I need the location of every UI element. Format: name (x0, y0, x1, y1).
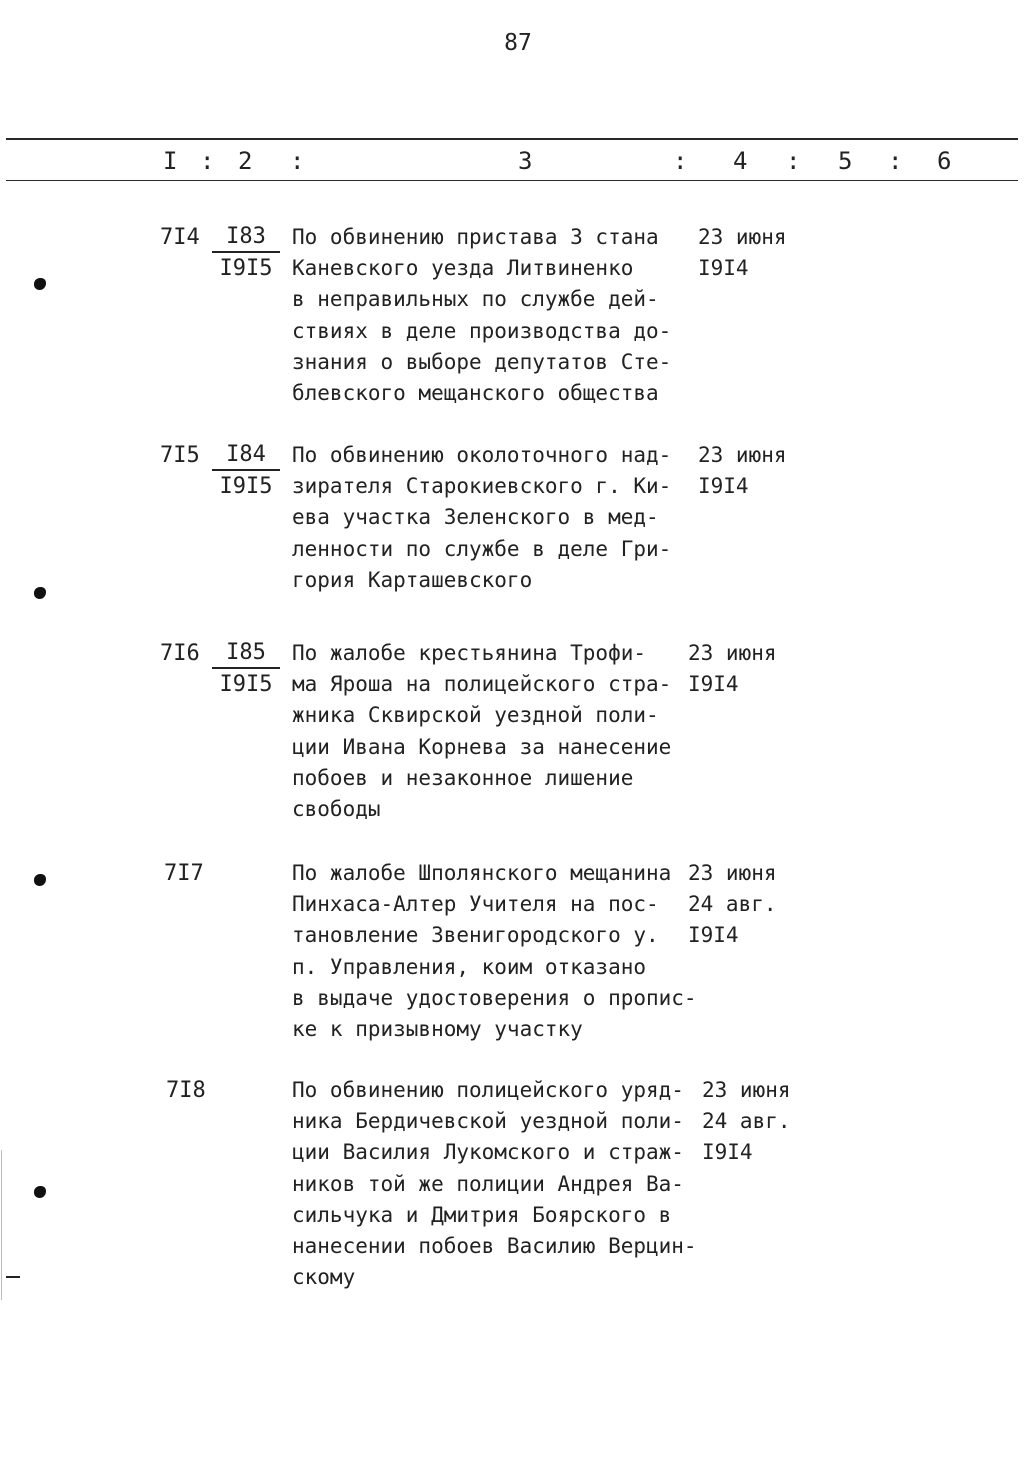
date-line: 23 июня (698, 225, 787, 249)
description-line: ников той же полиции Андрея Ва- (292, 1171, 684, 1196)
description-line: По жалобе крестьянина Трофи- (292, 641, 647, 665)
entry-dates (698, 222, 787, 284)
description-line: побоев и незаконное лишение (292, 765, 634, 790)
date-line: 23 июня (698, 443, 787, 467)
entry-dates (688, 638, 777, 700)
description-line: скому (292, 1265, 356, 1290)
entry-dates (702, 1075, 791, 1169)
column-header-4: 4 (733, 147, 748, 175)
column-separator: : (786, 147, 801, 175)
column-header-3: 3 (518, 147, 533, 175)
description-line: ции Ивана Корнева за нанесение (292, 734, 672, 759)
description-line: в выдаче удостоверения о пропис- (292, 985, 697, 1010)
entry-description (292, 222, 692, 409)
column-separator: : (673, 147, 688, 175)
description-line: ке к призывному участку (292, 1017, 583, 1042)
description-line: ленности по службе в деле Гри- (292, 536, 672, 561)
column-header-1: I (163, 147, 178, 175)
punch-hole-mark (34, 874, 46, 886)
entry-description (292, 858, 697, 1045)
column-header-5: 5 (838, 147, 853, 175)
entry-number: 7I8 (166, 1078, 206, 1103)
description-line: По обвинению полицейского уряд- (292, 1078, 684, 1102)
case-year: I9I5 (219, 474, 273, 499)
description-line: По обвинению околоточного над- (292, 443, 672, 467)
description-line: ника Бердичевской уездной поли- (292, 1109, 684, 1134)
page-number: 87 (504, 30, 532, 56)
description-line: свободы (292, 797, 381, 822)
date-line: 23 июня (688, 861, 777, 885)
date-line: I9I4 (698, 474, 749, 499)
date-line: 23 июня (702, 1078, 791, 1102)
date-line: 23 июня (688, 641, 777, 665)
table-header-rule (6, 180, 1018, 181)
description-line: в неправильных по службе дей- (292, 287, 659, 312)
margin-mark (6, 1276, 20, 1278)
column-header-2: 2 (238, 147, 253, 175)
column-separator: : (888, 147, 903, 175)
entry-number: 7I6 (160, 641, 200, 666)
entry-dates (688, 858, 777, 952)
description-line: ева участка Зеленского в мед- (292, 505, 659, 530)
description-line: тановление Звенигородского у. (292, 923, 659, 948)
description-line: По обвинению пристава 3 стана (292, 225, 659, 249)
description-line: блевского мещанского общества (292, 381, 659, 406)
description-line: нанесении побоев Василию Верцин- (292, 1234, 697, 1259)
description-line: п. Управления, коим отказано (292, 954, 647, 979)
description-line: жника Сквирской уездной поли- (292, 703, 659, 728)
entry-description (292, 638, 692, 825)
column-separator: : (200, 147, 215, 175)
punch-hole-mark (34, 1186, 46, 1198)
date-line: I9I4 (702, 1140, 753, 1165)
description-line: знания о выборе депутатов Сте- (292, 349, 672, 374)
table-top-rule (6, 138, 1018, 140)
date-line: 24 авг. (688, 892, 777, 917)
case-number-value: I85 (212, 638, 280, 669)
description-line: сильчука и Дмитрия Боярского в (292, 1202, 672, 1227)
punch-hole-mark (34, 587, 46, 599)
case-number (212, 222, 280, 284)
entry-number: 7I4 (160, 225, 200, 250)
date-line: 24 авг. (702, 1109, 791, 1134)
description-line: гория Карташевского (292, 567, 533, 592)
column-header-6: 6 (937, 147, 952, 175)
entry-description (292, 440, 692, 596)
date-line: I9I4 (688, 923, 739, 948)
date-line: I9I4 (688, 672, 739, 697)
entry-number: 7I5 (160, 443, 200, 468)
column-separator: : (290, 147, 305, 175)
case-year: I9I5 (219, 672, 273, 697)
description-line: Пинхаса-Алтер Учителя на пос- (292, 892, 659, 917)
case-number-value: I84 (212, 440, 280, 471)
description-line: ции Василия Лукомского и страж- (292, 1140, 684, 1165)
date-line: I9I4 (698, 256, 749, 281)
description-line: зирателя Старокиевского г. Ки- (292, 474, 672, 499)
case-year: I9I5 (219, 256, 273, 281)
entry-description (292, 1075, 697, 1293)
description-line: Каневского уезда Литвиненко (292, 256, 634, 281)
punch-hole-mark (34, 278, 46, 290)
case-number-value: I83 (212, 222, 280, 253)
entry-number: 7I7 (164, 861, 204, 886)
description-line: По жалобе Шполянского мещанина (292, 861, 672, 885)
description-line: ствиях в деле производства до- (292, 318, 672, 343)
case-number (212, 440, 280, 502)
description-line: ма Яроша на полицейского стра- (292, 672, 672, 697)
page-edge-line (1, 1150, 2, 1300)
case-number (212, 638, 280, 700)
entry-dates (698, 440, 787, 502)
